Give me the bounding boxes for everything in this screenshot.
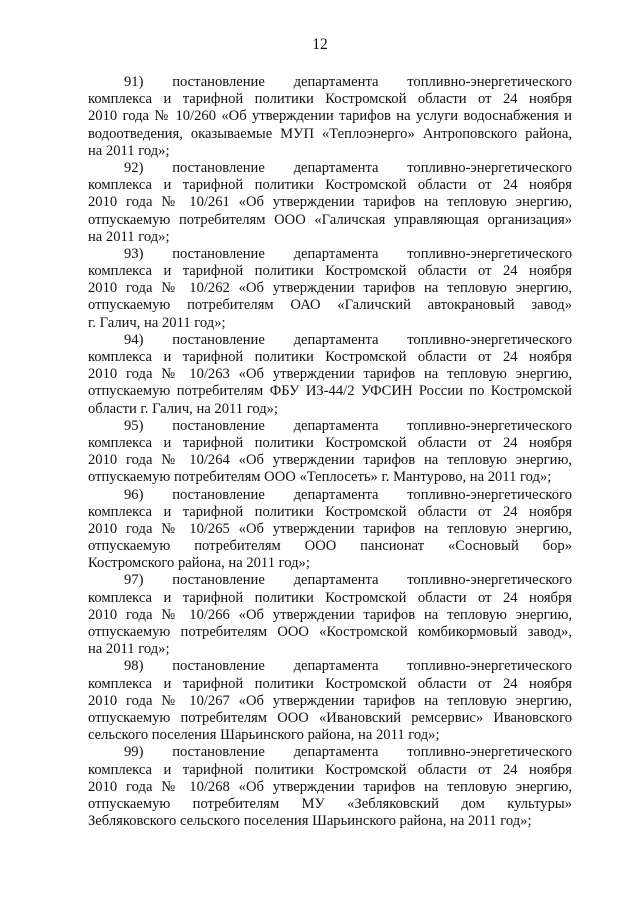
document-body (88, 74, 572, 830)
text-line: комплекса и тарифной политики Костромской области от 24 ноября (88, 263, 572, 280)
text-line: Костромского района, на 2011 год»; (88, 555, 310, 572)
list-item (88, 74, 572, 160)
text-line: на 2011 год»; (88, 641, 170, 658)
list-item (88, 418, 572, 487)
text-line: комплекса и тарифной политики Костромской области от 24 ноября (88, 177, 572, 194)
text-line: 2010 года № 10/267 «Об утверждении тарифов на тепловую энергию, (88, 692, 572, 709)
text-line: водоотведения, оказываемые МУП «Теплоэнерго» Антроповского района, (88, 125, 572, 142)
list-item (88, 332, 572, 418)
page-number: 12 (312, 36, 328, 53)
text-line: 98) постановление департамента топливно-энергетического (124, 658, 572, 675)
text-line: отпускаемую потребителям ООО «Ивановский ремсервис» Ивановского (88, 709, 572, 726)
text-line: отпускаемую потребителям МУ «Зебляковский дом культуры» (88, 795, 572, 812)
text-line: 99) постановление департамента топливно-энергетического (124, 744, 572, 761)
text-line: 92) постановление департамента топливно-энергетического (124, 159, 572, 176)
text-line: 2010 года № 10/268 «Об утверждении тарифов на тепловую энергию, (88, 778, 572, 795)
text-line: области г. Галич, на 2011 год»; (88, 400, 278, 417)
text-line: 2010 года № 10/265 «Об утверждении тарифов на тепловую энергию, (88, 520, 572, 537)
text-line: на 2011 год»; (88, 228, 170, 245)
text-line: отпускаемую потребителям ФБУ ИЗ-44/2 УФСИН России по Костромской (88, 383, 572, 400)
text-line: комплекса и тарифной политики Костромской области от 24 ноября (88, 675, 572, 692)
list-item (88, 246, 572, 332)
text-line: отпускаемую потребителям ООО «Теплосеть» г. Мантурово, на 2011 год»; (88, 469, 552, 486)
text-line: 96) постановление департамента топливно-энергетического (124, 486, 572, 503)
text-line: отпускаемую потребителям ООО пансионат «Сосновый бор» (88, 538, 572, 555)
text-line: 2010 года № 10/260 «Об утверждении тарифов на услуги водоснабжения и (88, 108, 572, 125)
text-line: сельского поселения Шарьинского района, на 2011 год»; (88, 727, 440, 744)
text-line: комплекса и тарифной политики Костромской области от 24 ноября (88, 91, 572, 108)
text-line: отпускаемую потребителям ООО «Костромской комбикормовый завод», (88, 624, 572, 640)
text-line: 2010 года № 10/264 «Об утверждении тарифов на тепловую энергию, (88, 452, 572, 469)
text-line: 95) постановление департамента топливно-энергетического (124, 417, 572, 434)
text-line: 2010 года № 10/261 «Об утверждении тарифов на тепловую энергию, (88, 194, 572, 211)
list-item (88, 160, 572, 246)
text-line: 97) постановление департамента топливно-энергетического (124, 572, 572, 589)
text-line: 93) постановление департамента топливно-энергетического (124, 245, 572, 262)
list-item (88, 744, 572, 830)
text-line: на 2011 год»; (88, 142, 170, 159)
text-line: 2010 года № 10/262 «Об утверждении тарифов на тепловую энергию, (88, 280, 572, 297)
text-line: комплекса и тарифной политики Костромской области от 24 ноября (88, 589, 572, 606)
text-line: отпускаемую потребителям ОАО «Галичский автокрановый завод» (88, 297, 572, 314)
text-line: 2010 года № 10/263 «Об утверждении тарифов на тепловую энергию, (88, 366, 572, 383)
text-line: комплекса и тарифной политики Костромской области от 24 ноября (88, 761, 572, 778)
list-item (88, 658, 572, 744)
text-line: комплекса и тарифной политики Костромской области от 24 ноября (88, 503, 572, 520)
text-line: комплекса и тарифной политики Костромской области от 24 ноября (88, 434, 572, 451)
list-item (88, 572, 572, 658)
text-line: комплекса и тарифной политики Костромской области от 24 ноября (88, 349, 572, 365)
text-line: 91) постановление департамента топливно-энергетического (124, 74, 572, 90)
text-line: отпускаемую потребителям ООО «Галичская управляющая организация» (88, 211, 572, 228)
text-line: 2010 года № 10/266 «Об утверждении тарифов на тепловую энергию, (88, 606, 572, 623)
text-line: 94) постановление департамента топливно-энергетического (124, 331, 572, 348)
text-line: Зебляковского сельского поселения Шарьинского района, на 2011 год»; (88, 813, 532, 830)
text-line: г. Галич, на 2011 год»; (88, 314, 226, 331)
list-item (88, 487, 572, 573)
